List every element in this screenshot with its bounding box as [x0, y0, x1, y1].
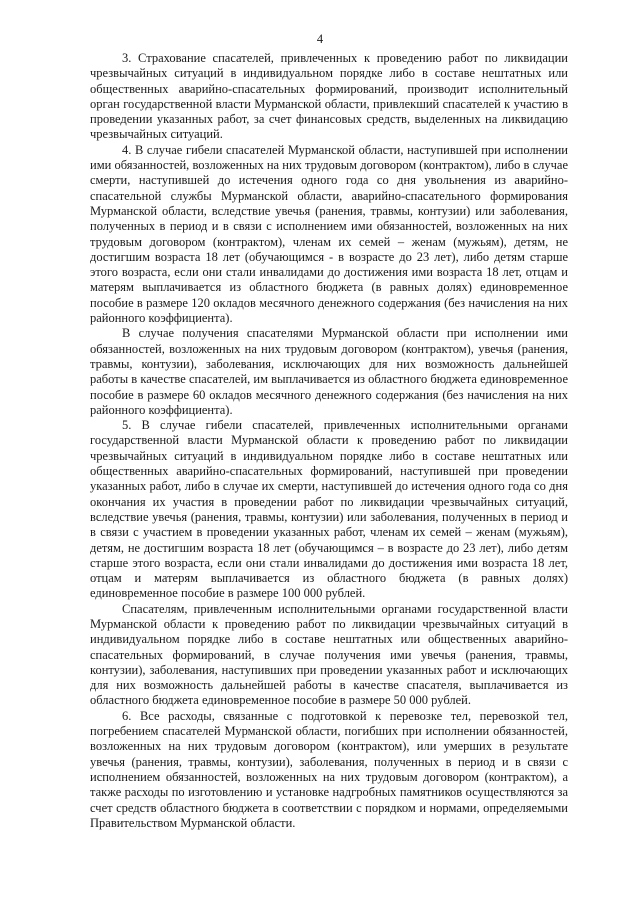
document-body: [90, 51, 568, 831]
paragraph-5: 5. В случае гибели спасателей, привлеченных исполнительными органами государственной власти Мурманской области к проведению работ по ликвидации чрезвычайных ситуаций в индивидуальном порядке либо в составе нештатных или общественных аварийно-спасательных формирований, наступившей при проведении указанных работ, либо в случае их смерти, наступившей до истечения одного года со дня окончания их участия в проведении работ по ликвидации чрезвычайных ситуаций, вследствие увечья (ранения, травмы, контузии) или заболевания, полученных в период и в связи с участием в проведении указанных работ, членам их семей – женам (мужьям), детям, не достигшим возраста 18 лет (обучающимся – в возрасте до 23 лет), либо детям старше этого возраста, если они стали инвалидами до достижения ими возраста 18 лет, отцам и матерям выплачивается из областного бюджета (в равных долях) единовременное пособие в размере 100 000 рублей.: [90, 418, 568, 601]
paragraph-5-injury: Спасателям, привлеченным исполнительными органами государственной власти Мурманской области к проведению работ по ликвидации чрезвычайных ситуаций в индивидуальном порядке либо в составе нештатных или общественных аварийно-спасательных формирований, в случае получения ими увечья (ранения, травмы, контузии), заболевания, наступивших при проведении указанных работ и исключающих для них возможность дальнейшей работы в качестве спасателя, выплачивается из областного бюджета единовременное пособие в размере 50 000 рублей.: [90, 601, 568, 708]
page-number: 4: [316, 32, 324, 46]
paragraph-6: 6. Все расходы, связанные с подготовкой к перевозке тел, перевозкой тел, погребением спасателей Мурманской области, погибших при исполнении обязанностей, возложенных на них трудовым договором (контрактом), или умерших в результате увечья (ранения, травмы, контузии), заболевания, полученных в период и в связи с исполнением обязанностей, возложенных на них трудовым договором (контрактом), а также расходы по изготовлению и установке надгробных памятников осуществляются за счет средств областного бюджета в соответствии с порядком и нормами, определяемыми Правительством Мурманской области.: [90, 708, 568, 830]
paragraph-3: 3. Страхование спасателей, привлеченных к проведению работ по ликвидации чрезвычайных ситуаций в индивидуальном порядке либо в составе нештатных или общественных аварийно-спасательных формирований, производит исполнительный орган государственной власти Мурманской области, привлекший спасателей к участию в проведении указанных работ, за счет финансовых средств, выделенных на ликвидацию чрезвычайных ситуаций.: [90, 51, 568, 142]
paragraph-4-injury: В случае получения спасателями Мурманской области при исполнении ими обязанностей, возложенных на них трудовым договором (контрактом), увечья (ранения, травмы, контузии), заболевания, исключающих для них возможность дальнейшей работы в качестве спасателей, им выплачивается из областного бюджета единовременное пособие в размере 60 окладов месячного денежного содержания (без начисления на них районного коэффициента).: [90, 326, 568, 417]
paragraph-4: 4. В случае гибели спасателей Мурманской области, наступившей при исполнении ими обязанностей, возложенных на них трудовым договором (контрактом), либо в случае смерти, наступившей до истечения одного года со дня увольнения из аварийно-спасательной службы Мурманской области, аварийно-спасательного формирования Мурманской области, вследствие увечья (ранения, травмы, контузии) или заболевания, полученных в период и в связи с исполнением ими обязанностей, возложенных на них трудовым договором (контрактом), членам их семей – женам (мужьям), детям, не достигшим возраста 18 лет (обучающимся - в возрасте до 23 лет), либо детям старше этого возраста, если они стали инвалидами до достижения ими возраста 18 лет, отцам и матерям выплачивается из областного бюджета (в равных долях) единовременное пособие в размере 120 окладов месячного денежного содержания (без начисления на них районного коэффициента).: [90, 142, 568, 326]
